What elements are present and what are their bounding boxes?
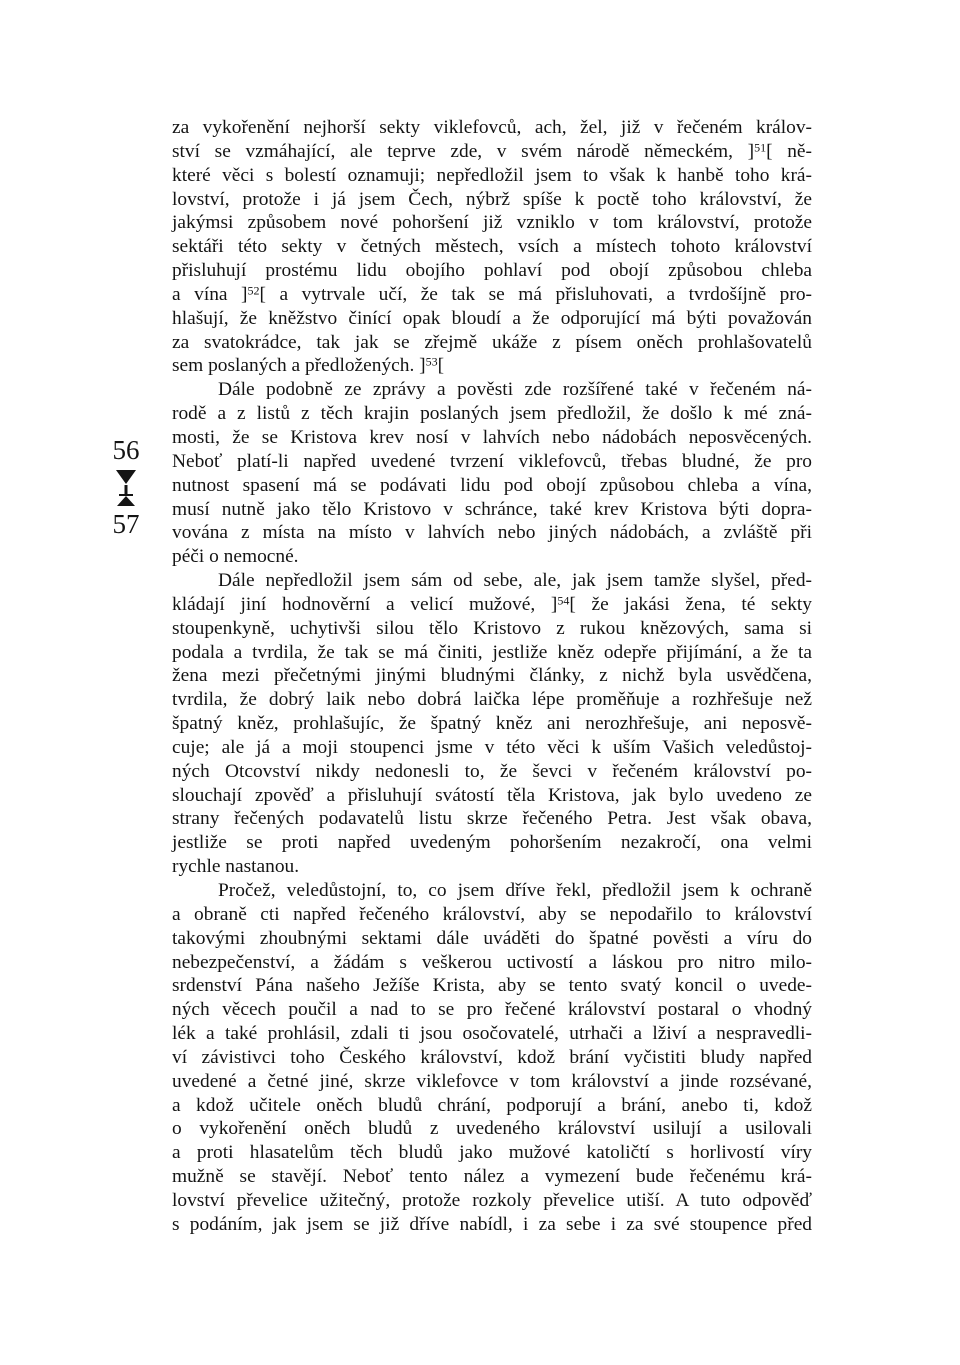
text-segment: hlašují, že kněžstvo činící opak bloudí a že odporující má býti považován	[172, 307, 812, 329]
body-text	[172, 116, 812, 1237]
text-segment: nebezpečenství, a žádám s veškerou uctivostí a láskou pro nitro milo-	[172, 951, 812, 973]
text-segment: cuje; ale já a moji stoupenci jsme v této věci k uším Vašich veledůstoj-	[172, 736, 812, 758]
text-segment: sem poslaných a předložených. ]	[172, 355, 426, 377]
text-segment: a vína ]	[172, 283, 248, 305]
text-line	[172, 855, 812, 879]
text-line	[172, 426, 812, 450]
footnote-ref: 51	[754, 140, 767, 155]
text-line	[172, 617, 812, 641]
text-line	[172, 998, 812, 1022]
text-line	[172, 1022, 812, 1046]
text-line	[172, 474, 812, 498]
text-line	[172, 331, 812, 355]
page-number-before: 56	[112, 435, 140, 465]
page-marker	[96, 436, 156, 538]
text-segment: žena mezi přečetnými jinými bludnými články, z nichž byla usvědčena,	[172, 665, 812, 687]
text-segment: musí nutně jako tělo Kristovo v schránce, také krev Kristova býti dopra-	[172, 498, 812, 520]
text-line	[172, 593, 812, 617]
text-line	[172, 1046, 812, 1070]
text-line	[172, 1165, 812, 1189]
text-segment: rychle nastanou.	[172, 856, 300, 878]
text-line	[172, 688, 812, 712]
text-line	[172, 807, 812, 831]
text-line	[172, 903, 812, 927]
text-segment: rodě a z listů z těch krajin poslaných jsem předložil, že došlo k mé zná-	[172, 403, 812, 425]
text-segment: vována z místa na místo v lahvích nebo jiných nádobách, a zvláště při	[172, 522, 812, 544]
text-line	[172, 116, 812, 140]
text-line	[172, 1070, 812, 1094]
text-line	[172, 164, 812, 188]
text-segment: podala a tvrdila, že tak se má činiti, jestliže kněz odepře přijímání, a že ta	[172, 641, 812, 663]
text-segment: [ že jakási žena, té sekty	[569, 593, 812, 615]
text-segment: mužně se stavějí. Neboť tento nález a vymezení bude řečenému krá-	[172, 1166, 812, 1188]
text-segment: uvedené a četné jiné, skrze viklefovce v tom království a jinde rozsévané,	[172, 1070, 812, 1092]
text-line	[172, 235, 812, 259]
text-segment: takovými zhoubnými sektami dále uváděti do špatné pověsti a víru do	[172, 927, 812, 949]
text-segment: a obraně cti napřed řečeného království, aby se nepodařilo to království	[172, 903, 812, 925]
text-line	[172, 1189, 812, 1213]
text-line	[172, 211, 812, 235]
text-segment: srdenství Pána našeho Ježíše Krista, aby se tento svatý koncil o uvede-	[172, 975, 812, 997]
text-segment: špatný kněz, prohlašujíc, že špatný kněz ani nerozhřešuje, ani neposvě-	[172, 713, 812, 735]
text-segment: Neboť platí-li napřed uvedené tvrzení viklefovců, třebas bludné, že pro	[172, 450, 812, 472]
text-line	[172, 1094, 812, 1118]
text-segment: za vykořenění nejhorší sekty viklefovců, ach, žel, již v řečeném králov-	[172, 117, 812, 138]
text-segment: přisluhují prostému lidu obojího pohlaví pod obojí způsobou chleba	[172, 260, 812, 282]
text-line	[172, 736, 812, 760]
text-segment: péči o nemocné.	[172, 546, 299, 568]
text-segment: jakýmsi způsobem nové pohoršení již vzniklo v tom království, protože	[172, 212, 812, 234]
text-segment: lovství, protože i já jsem Čech, nýbrž spíše k poctě toho království, že	[172, 188, 812, 210]
text-line	[172, 402, 812, 426]
text-line	[172, 450, 812, 474]
text-segment: které věci s bolestí oznamuji; nepředložil jsem to však k hanbě toho krá-	[172, 164, 812, 186]
text-line	[172, 307, 812, 331]
text-segment: sektáři této sekty v četných městech, vsích a místech tohoto království	[172, 236, 812, 258]
text-segment: [	[437, 355, 445, 377]
footnote-ref: 54	[557, 593, 570, 608]
text-line	[172, 927, 812, 951]
text-segment: jestliže se proti napřed uvedeným pohoršením nezakročí, ona velmi	[172, 832, 812, 854]
footnote-ref: 53	[425, 355, 438, 370]
text-segment: strany řečených podavatelů listu skrze řečeného Petra. Jest však obava,	[172, 808, 812, 830]
text-segment: ných věcech poučil a nad to se pro řečené království postaral o vhodný	[172, 999, 812, 1021]
text-segment: [ ně-	[766, 140, 812, 162]
text-segment: [ a vytrvale učí, že tak se má přisluhovati, a tvrdošíjně pro-	[259, 283, 812, 305]
text-line	[172, 664, 812, 688]
text-line	[172, 259, 812, 283]
text-line	[172, 1141, 812, 1165]
text-line	[172, 951, 812, 975]
text-segment: ných Otcovství nikdy nedonesli to, že ševci v řečeném království po-	[172, 760, 812, 782]
text-line	[172, 784, 812, 808]
text-segment: slouchají zpověď a přisluhují svátostí těla Kristova, jak bylo uvedeno ze	[172, 784, 812, 806]
text-segment: nutnost spasení má se podávati lidu pod obojí způsobou chleba a vína,	[172, 474, 812, 496]
text-segment: ství se vzmáhající, ale teprve zde, v svém národě německém, ]	[172, 140, 755, 162]
text-line	[172, 188, 812, 212]
text-line	[172, 641, 812, 665]
text-line	[172, 283, 812, 307]
text-line	[172, 760, 812, 784]
text-line	[172, 140, 812, 164]
text-line	[172, 498, 812, 522]
text-segment: za svatokrádce, tak jak se zřejmě ukáže z písem oněch prohlašovatelů	[172, 331, 812, 353]
text-segment: mosti, že se Kristova krev nosí v lahvích nebo nádobách neposvěcených.	[172, 426, 812, 448]
text-line	[172, 1117, 812, 1141]
text-segment: Dále podobně ze zprávy a pověsti zde rozšířené také v řečeném ná-	[218, 379, 812, 401]
text-line	[172, 521, 812, 545]
text-line	[172, 974, 812, 998]
text-line	[172, 831, 812, 855]
text-segment: lék a také prohlásil, zdali ti jsou osočovatelé, utrhači a lživí a nespravedli-	[172, 1023, 812, 1045]
text-line	[172, 879, 812, 903]
footnote-ref: 52	[247, 283, 260, 298]
text-line	[172, 378, 812, 402]
text-segment: ví závistivci toho Českého království, kdož brání vyčistiti bludy napřed	[172, 1046, 812, 1068]
text-segment: Pročež, veledůstojní, to, co jsem dříve řekl, předložil jsem k ochraně	[218, 880, 812, 901]
text-line	[172, 354, 812, 378]
page-number-after: 57	[112, 509, 140, 539]
chalice-icon	[115, 468, 137, 508]
text-line	[172, 569, 812, 593]
text-segment: tvrdila, že dobrý laik nebo dobrá laička lépe proměňuje a rozhřešuje než	[172, 689, 812, 711]
text-segment: Dále nepředložil jsem sám od sebe, ale, jak jsem tamže slyšel, před-	[218, 570, 812, 592]
text-segment: o vykořenění oněch bludů z uvedeného království usilují a usilovali	[172, 1118, 812, 1140]
text-line	[172, 712, 812, 736]
text-segment: s podáním, jak jsem se již dříve nabídl, i za sebe i za své stoupence před	[172, 1213, 812, 1235]
text-segment: stoupenkyně, uchytivši silou tělo Kristovo z rukou knězových, sama si	[172, 617, 812, 639]
text-segment: lovství převelice užitečný, protože rozkoly převelice utiší. A tuto odpověď	[172, 1189, 812, 1211]
text-segment: kládají jiní hodnověrní a velicí mužové, ]	[172, 593, 558, 615]
text-line	[172, 545, 812, 569]
text-segment: a proti hlasatelům těch bludů jako mužové katoličtí s horlivostí víry	[172, 1142, 812, 1164]
text-segment: a kdož učitele oněch bludů chrání, podporují a brání, anebo ti, kdož	[172, 1094, 812, 1116]
text-line	[172, 1213, 812, 1237]
